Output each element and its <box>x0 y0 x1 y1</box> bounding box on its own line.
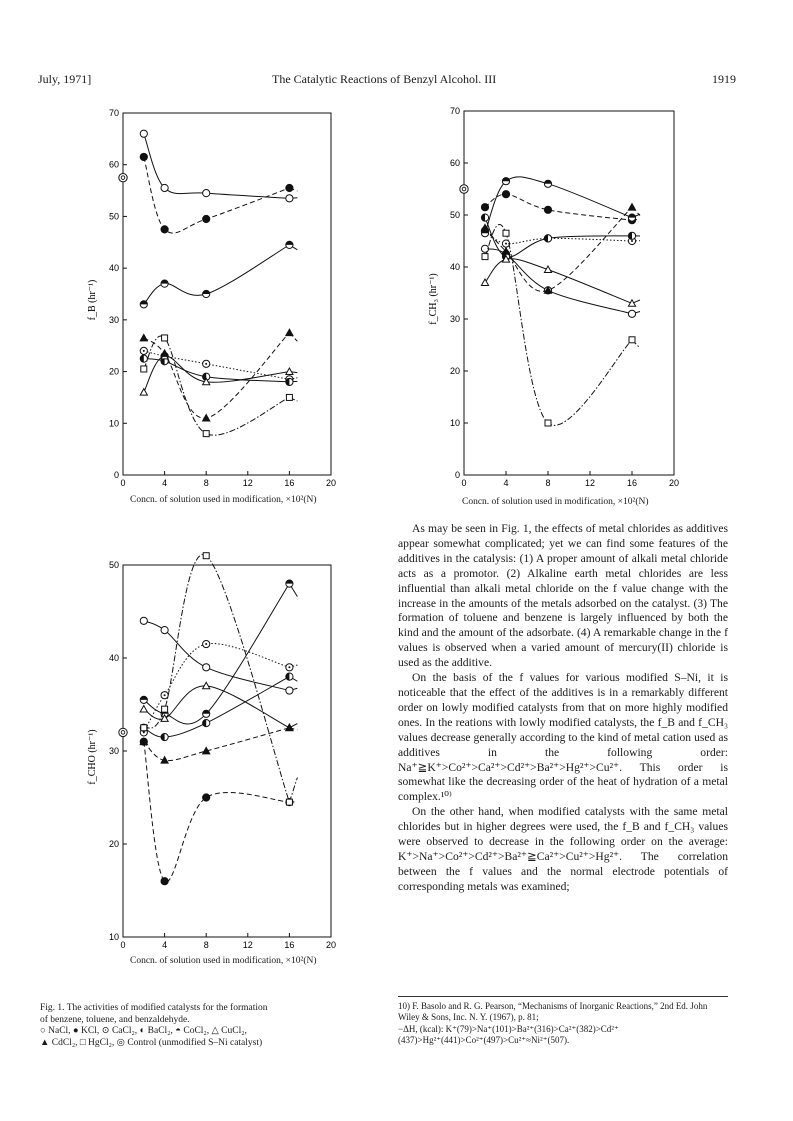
y-tick-label: 60 <box>108 159 119 170</box>
paragraph-3: On the other hand, when modified catalysts with the same metal chlorides but in higher degrees were used, the f_B and f_CH₃ values were observed to decrease in the following order on the average: K⁺>Na⁺>Co²⁺>Cd²⁺>Ba²⁺≧Ca²⁺>Cu²⁺>Hg²⁺. The correlation between the f values and the normal electrode potentials of corresponding metals was examined; <box>398 805 728 893</box>
point-CoCl2 <box>203 710 210 717</box>
plot-frame <box>123 565 331 937</box>
x-tick-label: 16 <box>284 940 295 950</box>
paragraph-1: As may be seen in Fig. 1, the effects of metal chlorides as additives appear somewhat complicated; yet we can find some features of the additives in the catalysis: (1) A proper amount of alkali metal chloride acts as a promotor. (2) Alkaline earth metal chlorides are less influential than alkali metal chloride on the f value change with the increase in the amounts of the metals adsorbed on the catalyst. (3) The formation of toluene and benzene is largely influenced by both the kind and the amount of the adsorbate. (4) A remarkable change in the f values is observed when a varied amount of mercury(II) chloride is used as the additive. <box>398 522 728 670</box>
figure-caption <box>40 1003 370 1049</box>
point-HgCl2 <box>141 725 147 731</box>
point-NaCl <box>203 664 210 671</box>
y-tick-label: 10 <box>449 418 460 428</box>
caption-line-1: Fig. 1. The activities of modified catalysts for the formation <box>40 1003 268 1013</box>
series-line-HgCl2 <box>144 555 290 803</box>
x-tick-label: 12 <box>242 940 253 950</box>
series-tail-HgCl2 <box>289 778 297 803</box>
y-tick-label: 70 <box>108 108 119 118</box>
paragraph-2: On the basis of the f values for various modified S–Ni, it is noticeable that the effect of the additives is in a remarkably different order on lowly modified catalysts from that on more highly modified ones. In the reations with lowly modified catalysts, the f_B and f_CH₃ values decrease generally according to the kind of metal cation used as additives in the following order: Na⁺≧K⁺>Co²⁺>Ca²⁺>Cd²⁺>Ba²⁺>Hg²⁺>Cu²⁺. This order is somewhat like the decreasing order of the heat of hydration of a metal complex.¹⁰⁾ <box>398 671 728 804</box>
x-tick-label: 12 <box>584 478 596 488</box>
y-tick-label: 30 <box>108 314 119 325</box>
x-tick-label: 4 <box>503 478 509 488</box>
x-tick-label: 4 <box>162 940 168 950</box>
y-tick-label: 50 <box>108 211 119 222</box>
y-tick-label: 40 <box>108 263 119 274</box>
point-HgCl2 <box>162 706 168 712</box>
point-NaCl <box>140 617 147 624</box>
x-tick-label: 4 <box>162 478 168 488</box>
point-BaCl2 <box>203 720 210 727</box>
y-tick-label: 50 <box>449 210 460 220</box>
point-CuCl2 <box>140 706 147 712</box>
point-CdCl2 <box>286 724 293 730</box>
caption-legend-1: ○ NaCl, ● KCl, ⊙ CaCl₂, ◐ BaCl₂, ◓ CoCl₂, △ CuCl₂, <box>40 1026 247 1036</box>
point-BaCl2 <box>161 733 168 740</box>
point-CoCl2 <box>286 580 293 587</box>
y-tick-label: 40 <box>449 262 460 272</box>
x-tick-label: 0 <box>120 478 126 488</box>
point-KCl <box>161 878 168 885</box>
x-tick-label: 20 <box>325 940 337 950</box>
running-header-title: The Catalytic Reactions of Benzyl Alcohol. III <box>272 72 497 86</box>
caption-legend-2: ▲ CdCl₂, □ HgCl₂, ◎ Control (unmodified S–Ni catalyst) <box>40 1037 263 1048</box>
x-tick-label: 8 <box>203 478 209 488</box>
y-tick-label: 20 <box>449 366 460 376</box>
series-line-CoCl2 <box>144 584 290 724</box>
y-tick-label: 10 <box>108 418 119 429</box>
footnote-line-2: −ΔH, (kcal): K⁺(79)>Na⁺(101)>Ba²⁺(316)>Ca²⁺(382)>Cd²⁺ (437)>Hg²⁺(441)>Co²⁺(497)>Cu²⁺≈Ni²⁺(507). <box>398 1023 619 1045</box>
y-tick-label: 20 <box>108 839 119 849</box>
point-HgCl2 <box>286 799 292 805</box>
point-HgCl2 <box>203 553 209 559</box>
x-tick-label: 8 <box>545 478 551 488</box>
point-KCl <box>203 794 210 801</box>
x-tick-label: 20 <box>668 478 680 488</box>
y-tick-label: 30 <box>108 746 119 756</box>
point-CaCl2 <box>203 640 210 647</box>
x-tick-label: 16 <box>626 478 638 488</box>
page-number: 1919 <box>712 72 736 86</box>
series-line-CdCl2 <box>144 728 290 761</box>
point-NaCl <box>286 687 293 694</box>
x-tick-label: 12 <box>242 478 253 488</box>
x-axis-label-fCH3: Concn. of solution used in modification, ×10²(N) <box>462 497 649 507</box>
caption-line-2: of benzene, toluene, and benzaldehyde. <box>40 1014 190 1025</box>
point-NaCl <box>161 627 168 634</box>
body-text <box>398 522 728 895</box>
y-tick-label: 10 <box>108 932 119 942</box>
y-tick-label: 20 <box>108 366 119 377</box>
y-tick-label: 0 <box>454 470 460 480</box>
y-axis-label: f_CHO (hr⁻¹) <box>87 729 98 785</box>
footnote <box>398 996 728 1046</box>
x-tick-label: 20 <box>325 478 337 488</box>
x-tick-label: 0 <box>461 478 467 488</box>
x-tick-label: 0 <box>120 940 126 950</box>
y-tick-label: 0 <box>113 470 119 480</box>
point-CaCl2 <box>286 664 293 671</box>
y-tick-label: 70 <box>449 106 460 116</box>
y-tick-label: 30 <box>449 314 460 324</box>
point-Control <box>119 728 127 736</box>
y-tick-label: 50 <box>108 560 119 570</box>
x-tick-label: 8 <box>203 940 209 950</box>
footnote-line-1: 10) F. Basolo and R. G. Pearson, “Mechanisms of Inorganic Reactions,” 2nd Ed. John Wiley & Sons, Inc. N. Y. (1967), p. 81; <box>398 1001 708 1023</box>
point-CaCl2 <box>161 692 168 699</box>
point-BaCl2 <box>286 673 293 680</box>
y-tick-label: 60 <box>449 158 460 168</box>
x-tick-label: 16 <box>284 478 295 488</box>
running-header-date: July, 1971] <box>38 72 92 86</box>
x-axis-label-fB: Concn. of solution used in modification, ×10²(N) <box>130 495 317 505</box>
point-CoCl2 <box>140 696 147 703</box>
y-axis-label: f_B (hr⁻¹) <box>87 279 98 321</box>
x-axis-label-fCHO: Concn. of solution used in modification, ×10²(N) <box>130 956 317 966</box>
y-tick-label: 40 <box>108 653 119 663</box>
y-axis-label: f_CH₃ (hr⁻¹) <box>428 273 439 325</box>
